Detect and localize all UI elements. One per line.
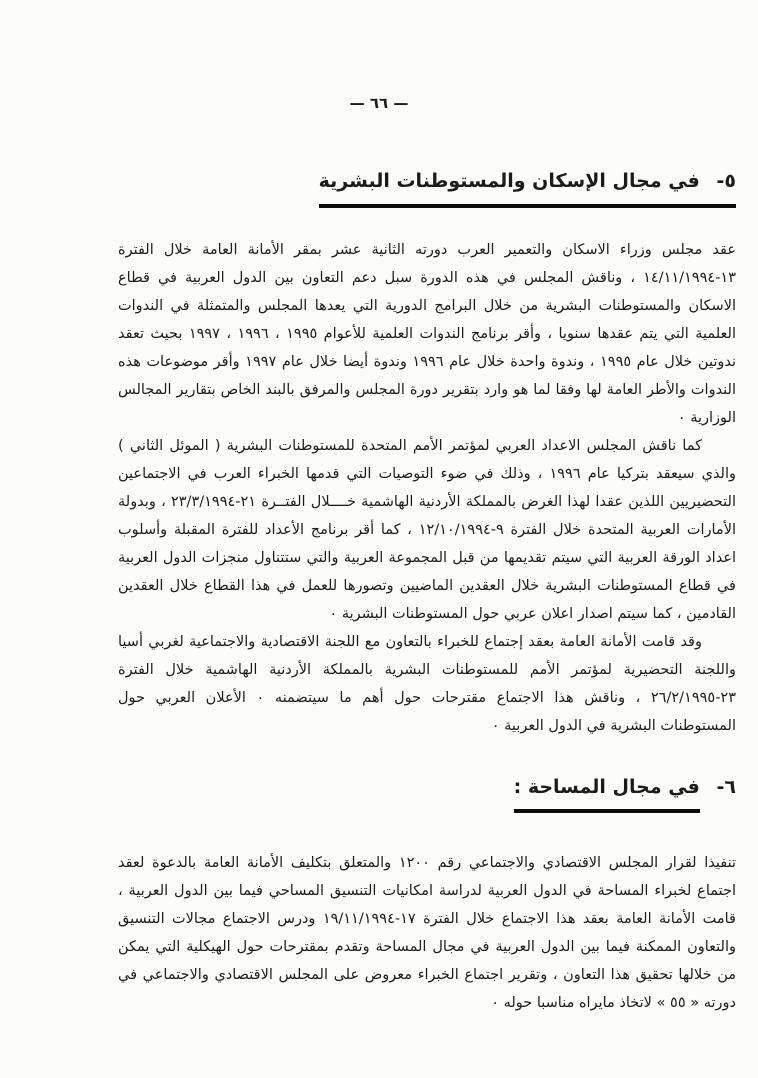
section-5-heading [118, 168, 736, 208]
section-6-heading [118, 774, 736, 813]
section-5-paragraph-1: عقد مجلس وزراء الاسكان والتعمير العرب دورته الثانية عشر بمقر الأمانة العامة خلال الفترة ١٣-١٤/١١/١٩٩٤ ، وناقش المجلس في هذه الدورة سبل دعم التعاون بين الدول العربية في قطاع الاسكان والمستوطنات البشرية من خلال البرامج الدورية التي يعدها المجلس والمتمثلة في الندوات العلمية التي يتم عقدها سنويا ، وأقر برنامج الندوات العلمية للأعوام ١٩٩٥ ، ١٩٩٦ ، ١٩٩٧ بحيث تعقد ندوتين خلال عام ١٩٩٥ ، وندوة واحدة خلال عام ١٩٩٦ وندوة أيضا خلال عام ١٩٩٧ وأقر موضوعات هذه الندوات والأطر العامة لها وفقا لما هو وارد بتقرير دورة المجلس والمرفق بالبند الخاص بتقارير المجالس الوزارية ٠ [118, 242, 737, 426]
section-5-paragraph-3: وقد قامت الأمانة العامة بعقد إجتماع للخبراء بالتعاون مع اللجنة الاقتصادية والاجتماعية لغربي أسيا واللجنة التحضيرية لمؤتمر الأمم للمستوطنات البشرية بالمملكة الأردنية الهاشمية خلال الفترة ٢٣-٢٦/٢/١٩٩٥ ، وناقش هذا الاجتماع مقترحات حول أهم ما سيتضمنه ٠ الأعلان العربي حول المستوطنات البشرية في الدول العربية ٠ [118, 634, 736, 734]
page-content [118, 168, 736, 1017]
section-6-paragraph-1: تنفيذا لقرار المجلس الاقتصادي والاجتماعي رقم ١٢٠٠ والمتعلق بتكليف الأمانة العامة بالدعوة لعقد اجتماع لخبراء المساحة في الدول العربية لدراسة امكانيات التنسيق المساحي فيما بين الدول العربية ، قامت الأمانة العامة بعقد هذا الاجتماع خلال الفترة ١٧-١٩/١١/١٩٩٤ ودرس الاجتماع مجالات التنسيق والتعاون الممكنة فيما بين الدول العربية في مجال المساحة وتقدم بمقترحات حول الهيكلية التي يمكن من خلالها تحقيق هذا التعاون ، وتقرير اجتماع الخبراء معروض على المجلس الاقتصادي والاجتماعي في دورته « ٥٥ » لاتخاذ مايراه مناسبا حوله ٠ [118, 855, 736, 1011]
section-5-paragraph-2: كما ناقش المجلس الاعداد العربي لمؤتمر الأمم المتحدة للمستوطنات البشرية ( الموئل الثاني ) والذي سيعقد بتركيا عام ١٩٩٦ ، وذلك في ضوء التوصيات التي قدمها الخبراء العرب في الاجتماعين التحضيريين اللذين عقدا لهذا الغرض بالمملكة الأردنية الهاشمية خــــلال الفتــرة ٢١-٢٣/٣/١٩٩٤ ، وبدولة الأمارات العربية المتحدة خلال الفترة ٩-١٢/١٠/١٩٩٤ ، كما أقر برنامج الأعداد للفترة المقبلة وأسلوب اعداد الورقة العربية التي سيتم تقديمها من قبل المجموعة العربية والتي ستتناول منجزات الدول العربية في قطاع المستوطنات البشرية خلال العقدين الماضيين وتصورها للعمل في هذا القطاع خلال العقدين القادمين ، كما سيتم اصدار اعلان عربي حول المستوطنات البشرية ٠ [118, 438, 737, 622]
page-number: — ٦٦ — [349, 94, 409, 112]
section-6-title: في مجال المساحة : [514, 774, 700, 813]
section-5-title: في مجال الإسكان والمستوطنات البشرية [318, 170, 700, 192]
section-5-number: ٥- [716, 170, 736, 192]
section-6-number: ٦- [716, 776, 736, 798]
section-5-heading-underline [319, 168, 736, 208]
